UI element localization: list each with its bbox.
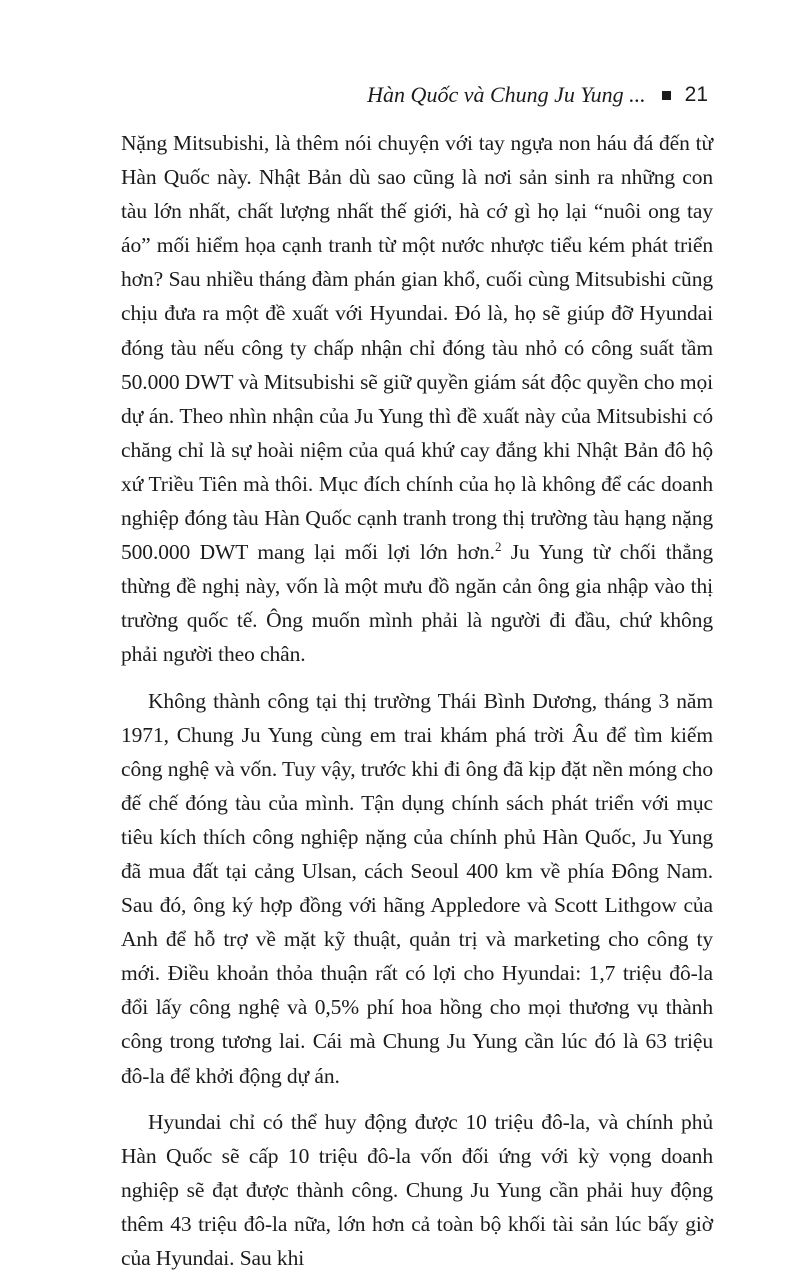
paragraph-3: Hyundai chỉ có thể huy động được 10 triệu đô-la, và chính phủ Hàn Quốc sẽ cấp 10 triệu đô-la vốn đối ứng với kỳ vọng doanh nghiệp sẽ đạt được thành công. Chung Ju Yung cần phải huy động thêm 43 triệu đô-la nữa, lớn hơn cả toàn bộ khối tài sản lúc bấy giờ của Hyundai. Sau khi [121,1109,713,1270]
paragraph-1-text-b: Ju Yung từ chối thẳng thừng đề nghị này, vốn là một mưu đồ ngăn cản ông gia nhập vào thị trường quốc tế. Ông muốn mình phải là người đi đầu, chứ không phải người theo chân. [121,540,713,667]
body-text [121,126,713,1275]
paragraph-1-text-a: Nặng Mitsubishi, là thêm nói chuyện với tay ngựa non háu đá đến từ Hàn Quốc này. Nhật Bản dù sao cũng là nơi sản sinh ra những con tàu lớn nhất, chất lượng nhất thế giới, hà cớ gì họ lại “nuôi ong tay áo” mối hiểm họa cạnh tranh từ một nước nhược tiểu kém phát triển hơn? Sau nhiều tháng đàm phán gian khổ, cuối cùng Mitsubishi cũng chịu đưa ra một đề xuất với Hyundai. Đó là, họ sẽ giúp đỡ Hyundai đóng tàu nếu công ty chấp nhận chỉ đóng tàu nhỏ có công suất tầm 50.000 DWT và Mitsubishi sẽ giữ quyền giám sát độc quyền cho mọi dự án. Theo nhìn nhận của Ju Yung thì đề xuất này của Mitsubishi có chăng chỉ là sự hoài niệm của quá khứ cay đắng khi Nhật Bản đô hộ xứ Triều Tiên mà thôi. Mục đích chính của họ là không để các doanh nghiệp đóng tàu Hàn Quốc cạnh tranh trong thị trường tàu hạng nặng 500.000 DWT mang lại mối lợi lớn hơn. [121,131,713,565]
running-head [367,80,708,110]
footnote-marker: 2 [494,539,502,555]
paragraph-2: Không thành công tại thị trường Thái Bình Dương, tháng 3 năm 1971, Chung Ju Yung cùng em trai khám phá trời Âu để tìm kiếm công nghệ và vốn. Tuy vậy, trước khi đi ông đã kịp đặt nền móng cho đế chế đóng tàu của mình. Tận dụng chính sách phát triển với mục tiêu kích thích công nghiệp nặng của chính phủ Hàn Quốc, Ju Yung đã mua đất tại cảng Ulsan, cách Seoul 400 km về phía Đông Nam. Sau đó, ông ký hợp đồng với hãng Appledore và Scott Lithgow của Anh để hỗ trợ về mặt kỹ thuật, quản trị và marketing cho công ty mới. Điều khoản thỏa thuận rất có lợi cho Hyundai: 1,7 triệu đô-la đổi lấy công nghệ và 0,5% phí hoa hồng cho mọi thương vụ thành công trong tương lai. Cái mà Chung Ju Yung cần lúc đó là 63 triệu đô-la để khởi động dự án. [121,688,713,1088]
chapter-title: Hàn Quốc và Chung Ju Yung ... [367,82,646,107]
page-number: 21 [684,83,708,106]
square-bullet-icon [662,91,671,100]
paragraph-1 [121,126,713,672]
